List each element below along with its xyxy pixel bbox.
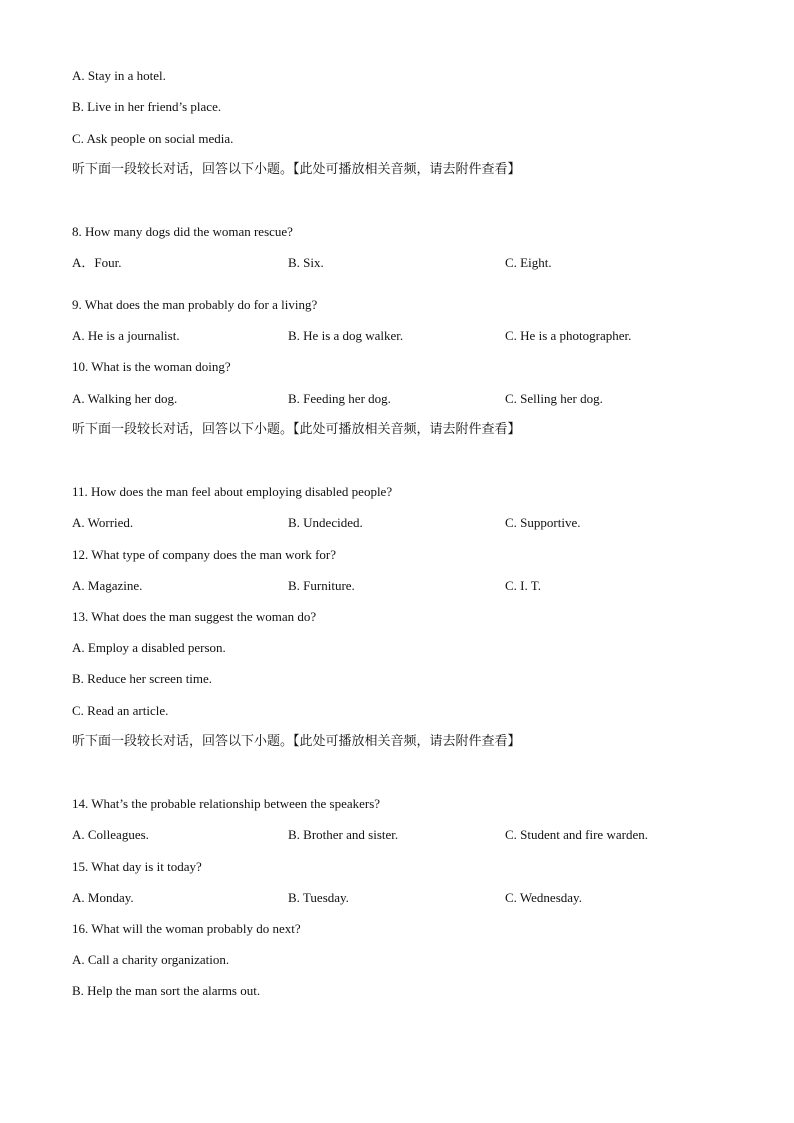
audio-instruction-3: 听下面一段较长对话，回答以下小题。【此处可播放相关音频，请去附件查看】: [72, 734, 521, 749]
q10-option-c: C. Selling her dog.: [505, 391, 603, 406]
q9-option-a: A. He is a journalist.: [72, 328, 180, 343]
q13-option-a: A. Employ a disabled person.: [72, 640, 226, 655]
q8-option-a: A．Four.: [72, 255, 122, 270]
q15-option-b: B. Tuesday.: [288, 890, 349, 905]
audio-instruction-1: 听下面一段较长对话，回答以下小题。【此处可播放相关音频，请去附件查看】: [72, 162, 521, 177]
q16-option-a: A. Call a charity organization.: [72, 952, 230, 967]
q10-option-a: A. Walking her dog.: [72, 391, 178, 406]
q16-option-b: B. Help the man sort the alarms out.: [72, 983, 261, 998]
q13-option-b: B. Reduce her screen time.: [72, 671, 213, 686]
q11-option-b: B. Undecided.: [288, 515, 363, 530]
q11-question: 11. How does the man feel about employing disabled people?: [72, 484, 393, 499]
q13-question: 13. What does the man suggest the woman do?: [72, 609, 317, 624]
q10-option-b: B. Feeding her dog.: [288, 391, 391, 406]
q15-option-c: C. Wednesday.: [505, 890, 582, 905]
q8-option-c: C. Eight.: [505, 255, 552, 270]
q8-question: 8. How many dogs did the woman rescue?: [72, 224, 293, 239]
audio-instruction-2: 听下面一段较长对话，回答以下小题。【此处可播放相关音频，请去附件查看】: [72, 422, 521, 437]
q11-option-a: A. Worried.: [72, 515, 134, 530]
q7-option-c: C. Ask people on social media.: [72, 131, 234, 146]
q11-option-c: C. Supportive.: [505, 515, 581, 530]
q7-option-a: A. Stay in a hotel.: [72, 68, 166, 83]
q14-option-c: C. Student and fire warden.: [505, 827, 648, 842]
q9-question: 9. What does the man probably do for a living?: [72, 297, 318, 312]
q14-question: 14. What’s the probable relationship between the speakers?: [72, 796, 381, 811]
q12-question: 12. What type of company does the man work for?: [72, 547, 337, 562]
q9-option-c: C. He is a photographer.: [505, 328, 632, 343]
q12-option-c: C. I. T.: [505, 578, 541, 593]
q8-option-b: B. Six.: [288, 255, 324, 270]
q12-option-b: B. Furniture.: [288, 578, 355, 593]
q15-question: 15. What day is it today?: [72, 859, 202, 874]
q13-option-c: C. Read an article.: [72, 703, 169, 718]
q16-question: 16. What will the woman probably do next?: [72, 921, 301, 936]
q12-option-a: A. Magazine.: [72, 578, 143, 593]
q14-option-a: A. Colleagues.: [72, 827, 149, 842]
q14-option-b: B. Brother and sister.: [288, 827, 399, 842]
q15-option-a: A. Monday.: [72, 890, 134, 905]
q10-question: 10. What is the woman doing?: [72, 359, 231, 374]
q7-option-b: B. Live in her friend’s place.: [72, 99, 222, 114]
q9-option-b: B. He is a dog walker.: [288, 328, 404, 343]
